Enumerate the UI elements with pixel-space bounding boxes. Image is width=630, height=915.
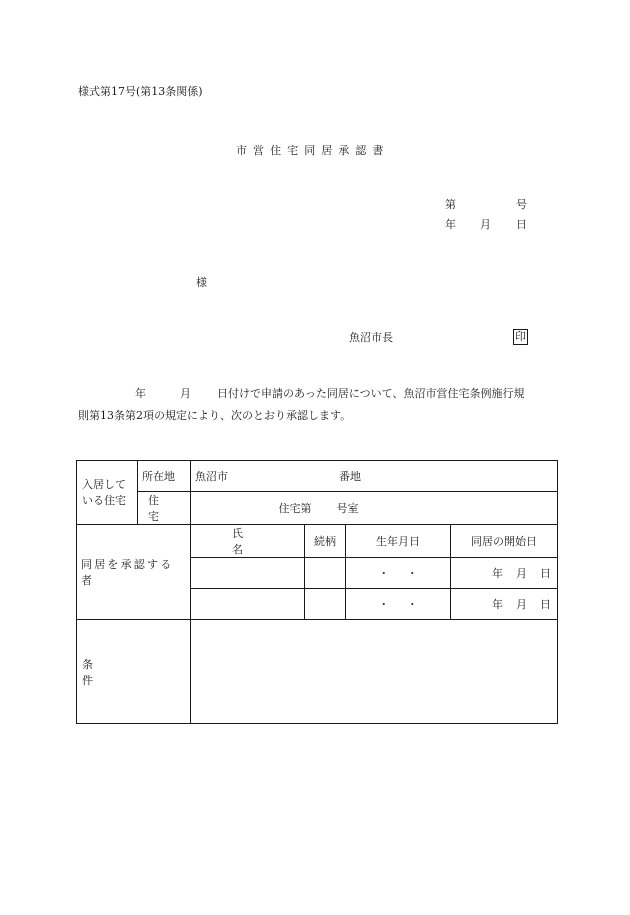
location-value-cell xyxy=(191,461,558,492)
table-row-conditions xyxy=(77,620,558,724)
row2-birth: ・ ・ xyxy=(378,598,418,611)
approval-table xyxy=(76,460,558,724)
row2-start-year: 年 xyxy=(492,598,503,611)
row1-relation-cell xyxy=(305,558,346,589)
row2-name-cell xyxy=(191,589,305,620)
approval-body xyxy=(78,383,558,427)
house-label: 住宅 xyxy=(148,494,173,523)
row2-start-month: 月 xyxy=(516,598,527,611)
row1-birth: ・ ・ xyxy=(378,567,418,580)
house-value-cell xyxy=(191,492,558,525)
residence-label: 入居している住宅 xyxy=(82,477,126,507)
row2-start-cell xyxy=(451,589,558,620)
house-value-a: 住宅第 xyxy=(278,502,312,515)
document-title: 市営住宅同居承認書 xyxy=(236,144,390,157)
table-row-location xyxy=(77,461,558,492)
col-relation-cell xyxy=(305,525,346,558)
row1-start-month: 月 xyxy=(516,567,527,580)
issuer-name: 魚沼市長 xyxy=(349,331,393,344)
row1-name-cell xyxy=(191,558,305,589)
row2-start-day: 日 xyxy=(540,598,551,611)
row1-start-cell xyxy=(451,558,558,589)
body-line2: 則第13条第2項の規定により、次のとおり承認します。 xyxy=(78,409,352,422)
row1-start-year: 年 xyxy=(492,567,503,580)
col-name: 氏名 xyxy=(232,527,289,556)
doc-date-year: 年 xyxy=(445,218,456,231)
house-value-b: 号室 xyxy=(336,502,359,515)
location-label-cell xyxy=(138,461,191,492)
body-month: 月 xyxy=(180,387,191,400)
col-relation: 続柄 xyxy=(314,535,336,548)
col-name-cell xyxy=(191,525,305,558)
doc-number-dai: 第 xyxy=(445,198,456,211)
col-birth: 生年月日 xyxy=(376,535,420,548)
residence-label-cell xyxy=(77,461,138,525)
location-city: 魚沼市 xyxy=(195,470,228,483)
approved-label: 同居を承認する者 xyxy=(81,558,174,587)
row2-birth-cell xyxy=(346,589,451,620)
col-start-cell xyxy=(451,525,558,558)
doc-number-go: 号 xyxy=(516,198,527,211)
body-year: 年 xyxy=(135,387,146,400)
row1-birth-cell xyxy=(346,558,451,589)
location-banchi: 番地 xyxy=(339,470,361,483)
form-reference: 様式第17号(第13条関係) xyxy=(78,85,203,98)
row2-relation-cell xyxy=(305,589,346,620)
doc-date-month: 月 xyxy=(480,218,491,231)
row1-start-day: 日 xyxy=(540,567,551,580)
doc-date-day: 日 xyxy=(516,218,527,231)
conditions-label: 条件 xyxy=(82,657,178,687)
table-row-header xyxy=(77,525,558,558)
seal-mark: 印 xyxy=(513,329,528,345)
house-label-cell xyxy=(138,492,191,525)
approved-label-cell xyxy=(77,525,191,620)
location-label: 所在地 xyxy=(142,470,175,483)
body-line1: 日付けで申請のあった同居について、魚沼市営住宅条例施行規 xyxy=(217,387,525,400)
table-row-house xyxy=(77,492,558,525)
addressee-suffix: 様 xyxy=(196,276,207,289)
col-birth-cell xyxy=(346,525,451,558)
conditions-label-cell xyxy=(77,620,191,724)
conditions-value-cell xyxy=(191,620,558,724)
col-start: 同居の開始日 xyxy=(471,535,537,548)
